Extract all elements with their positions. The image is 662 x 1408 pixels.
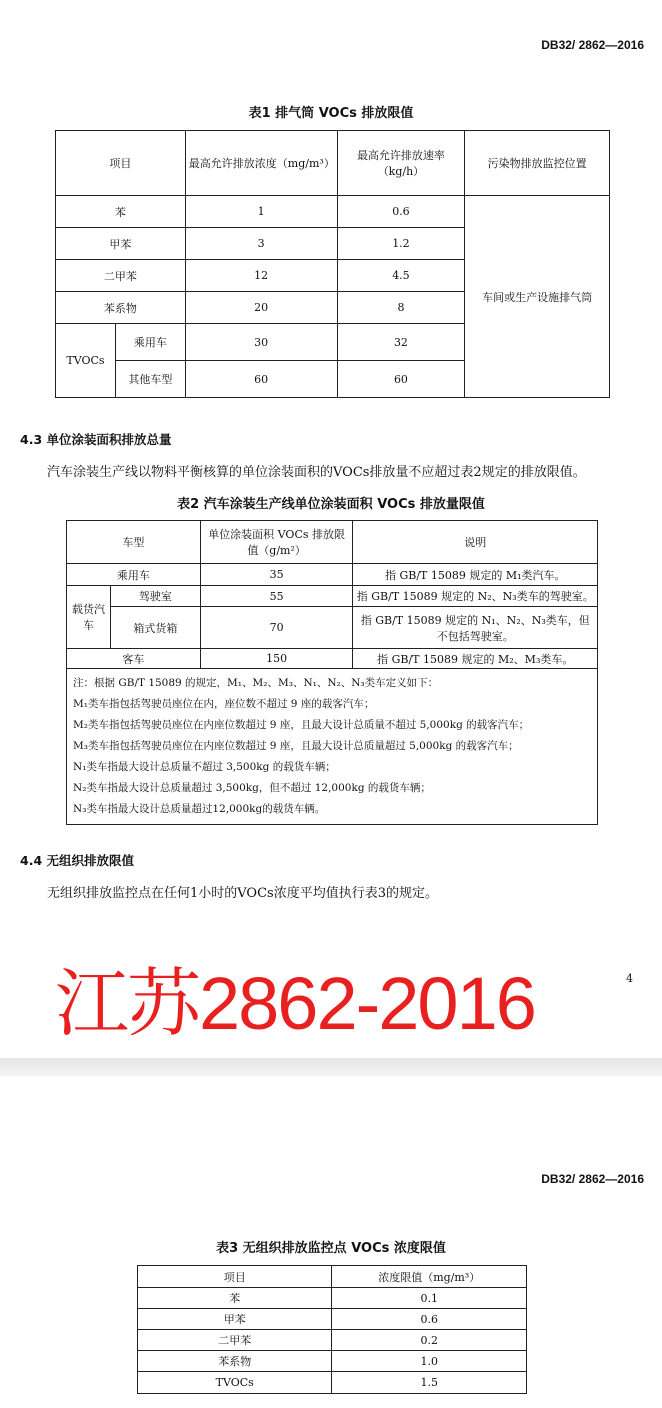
value: 1.0 — [332, 1351, 527, 1372]
item: 苯系物 — [56, 292, 186, 324]
item: 苯 — [138, 1288, 332, 1309]
header-limit: 单位涂装面积 VOCs 排放限值（g/m²） — [200, 521, 353, 564]
desc: 指 GB/T 15089 规定的 N₂、N₃类车的驾驶室。 — [353, 586, 598, 607]
header-location: 污染物排放监控位置 — [465, 131, 610, 196]
note-line: M₁类车指包括驾驶员座位在内，座位数不超过 9 座的载客汽车； — [73, 698, 375, 710]
header-rate: 最高允许排放速率（kg/h） — [337, 131, 465, 196]
header-item: 项目 — [56, 131, 186, 196]
watermark: 江苏2862-2016 — [55, 962, 535, 1045]
note-line: M₃类车指包括驾驶员座位在内座位数超过 9 座，且最大设计总质量超过 5,000kg 的载客汽车； — [73, 740, 519, 752]
section-4-4-title: 4.4 无组织排放限值 — [20, 853, 134, 868]
conc: 20 — [185, 292, 337, 324]
page-header: DB32/ 2862—2016 — [541, 38, 644, 52]
rate: 1.2 — [337, 228, 465, 260]
page2-header: DB32/ 2862—2016 — [541, 1172, 644, 1186]
section-4-3-text: 汽车涂装生产线以物料平衡核算的单位涂装面积的VOCs排放量不应超过表2规定的排放限值。 — [47, 465, 586, 480]
type: 驾驶室 — [110, 586, 200, 607]
rate: 4.5 — [337, 260, 465, 292]
note-line: N₂类车指最大设计总质量超过 3,500kg，但不超过 12,000kg 的载货车辆； — [73, 782, 431, 794]
type: 客车 — [67, 649, 201, 669]
item: 苯 — [56, 196, 186, 228]
desc: 指 GB/T 15089 规定的 M₂、M₃类车。 — [353, 649, 598, 669]
table1-caption: 表1 排气筒 VOCs 排放限值 — [248, 106, 414, 121]
item: 其他车型 — [115, 361, 185, 398]
header-item: 项目 — [138, 1266, 332, 1288]
value: 0.6 — [332, 1309, 527, 1330]
item: TVOCs — [138, 1372, 332, 1394]
header-conc: 最高允许排放浓度（mg/m³） — [185, 131, 337, 196]
type: 乘用车 — [67, 564, 201, 586]
note-line: M₂类车指包括驾驶员座位在内座位数超过 9 座，且最大设计总质量不超过 5,000kg 的载客汽车； — [73, 719, 530, 731]
conc: 12 — [185, 260, 337, 292]
item: 二甲苯 — [56, 260, 186, 292]
table2-notes — [67, 669, 598, 825]
note-line: N₃类车指最大设计总质量超过12,000kg的载货车辆。 — [73, 803, 326, 815]
header-desc: 说明 — [353, 521, 598, 564]
item: 二甲苯 — [138, 1330, 332, 1351]
table1 — [55, 130, 610, 398]
tvocs-label: TVOCs — [56, 324, 116, 398]
value: 55 — [200, 586, 353, 607]
conc: 3 — [185, 228, 337, 260]
value: 0.2 — [332, 1330, 527, 1351]
item: 苯系物 — [138, 1351, 332, 1372]
item: 乘用车 — [115, 324, 185, 361]
location: 车间或生产设施排气筒 — [465, 196, 610, 398]
header-type: 车型 — [67, 521, 201, 564]
desc: 指 GB/T 15089 规定的 M₁类汽车。 — [353, 564, 598, 586]
note-line: 注：根据 GB/T 15089 的规定，M₁、M₂、M₃、N₁、N₂、N₃类车定义如下： — [73, 677, 439, 689]
value: 150 — [200, 649, 353, 669]
value: 0.1 — [332, 1288, 527, 1309]
conc: 1 — [185, 196, 337, 228]
page-separator — [0, 1058, 662, 1076]
rate: 60 — [337, 361, 465, 398]
item: 甲苯 — [56, 228, 186, 260]
conc: 30 — [185, 324, 337, 361]
value: 1.5 — [332, 1372, 527, 1394]
value: 70 — [200, 607, 353, 649]
value: 35 — [200, 564, 353, 586]
desc: 指 GB/T 15089 规定的 N₁、N₂、N₃类车，但不包括驾驶室。 — [353, 607, 598, 649]
table3 — [137, 1265, 527, 1394]
section-4-3-title: 4.3 单位涂装面积排放总量 — [20, 432, 172, 447]
conc: 60 — [185, 361, 337, 398]
type: 箱式货箱 — [110, 607, 200, 649]
truck-label: 载货汽车 — [67, 586, 111, 649]
section-4-4-text: 无组织排放监控点在任何1小时的VOCs浓度平均值执行表3的规定。 — [47, 886, 438, 901]
note-line: N₁类车指最大设计总质量不超过 3,500kg 的载货车辆； — [73, 761, 336, 773]
table2 — [66, 520, 598, 825]
item: 甲苯 — [138, 1309, 332, 1330]
table3-caption: 表3 无组织排放监控点 VOCs 浓度限值 — [216, 1241, 446, 1256]
rate: 32 — [337, 324, 465, 361]
header-limit: 浓度限值（mg/m³） — [332, 1266, 527, 1288]
table2-caption: 表2 汽车涂装生产线单位涂装面积 VOCs 排放量限值 — [177, 497, 485, 512]
page-number: 4 — [626, 972, 633, 985]
rate: 8 — [337, 292, 465, 324]
rate: 0.6 — [337, 196, 465, 228]
